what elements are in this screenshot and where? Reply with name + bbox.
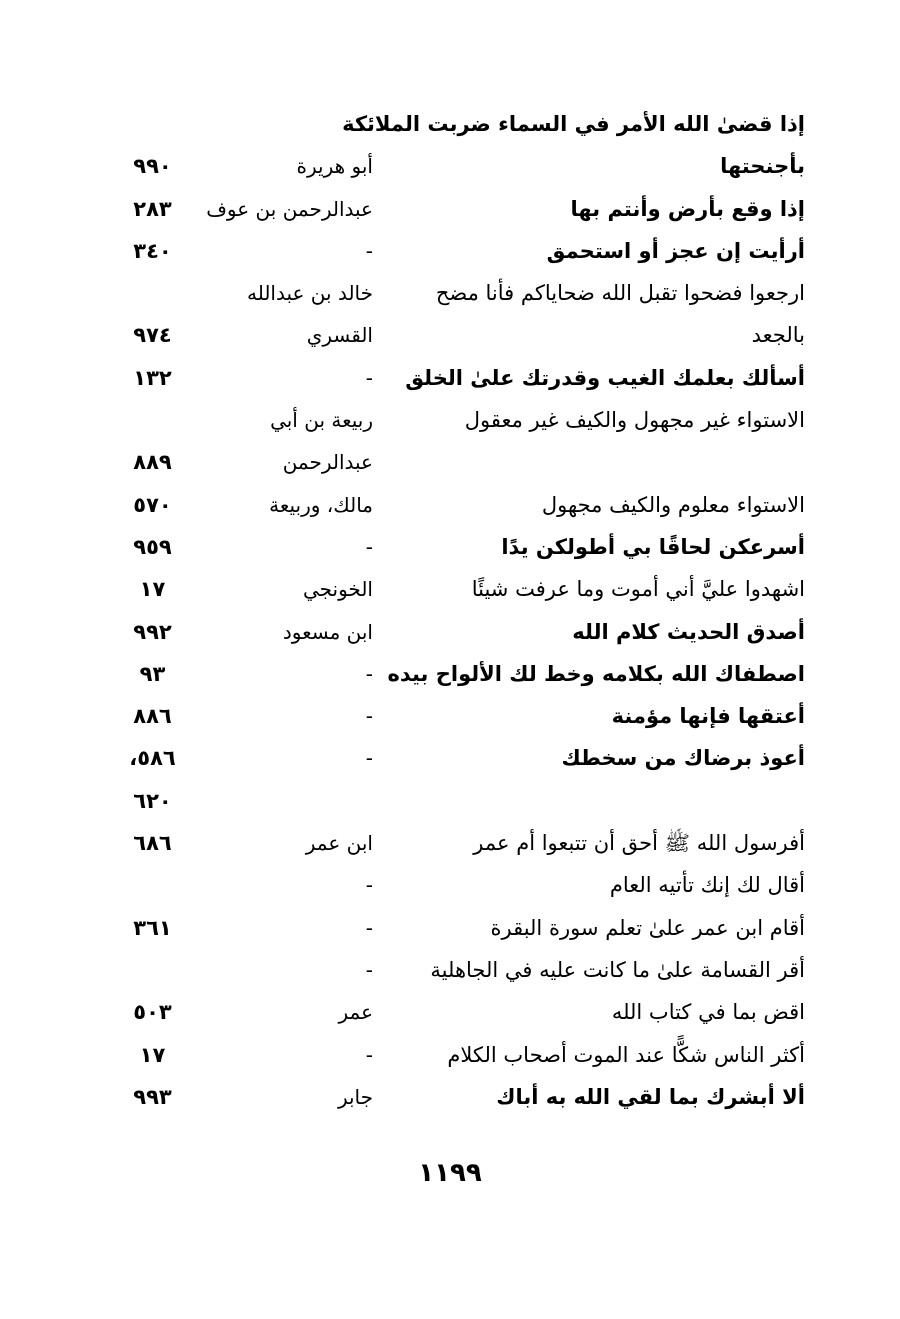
narrator: - (365, 746, 373, 771)
list-item (0, 653, 900, 695)
list-item (0, 145, 900, 187)
page-ref: ٩٩٣ (133, 1084, 172, 1109)
narrator: ابن عمر (305, 831, 373, 856)
list-item (0, 949, 900, 991)
list-item (0, 907, 900, 949)
list-item (0, 188, 900, 230)
hadith-text: أقام ابن عمر علىٰ تعلم سورة البقرة (490, 915, 805, 940)
list-item (0, 991, 900, 1033)
page-ref: ٥٠٣ (133, 1000, 172, 1025)
narrator: - (365, 661, 373, 686)
list-item (0, 230, 900, 272)
list-item (0, 103, 900, 145)
hadith-text: أفرسول الله ﷺ أحق أن تتبعوا أم عمر (473, 831, 805, 856)
list-item (0, 399, 900, 441)
page-ref: ٣٦١ (133, 915, 172, 940)
page-number: ١١٩٩ (418, 1158, 482, 1188)
hadith-text: الاستواء معلوم والكيف مجهول (541, 492, 805, 517)
hadith-text: ارجعوا فضحوا تقبل الله ضحاياكم فأنا مضح (435, 281, 805, 306)
narrator: عبدالرحمن (282, 450, 373, 475)
list-item (0, 611, 900, 653)
hadith-text: إذا قضىٰ الله الأمر في السماء ضربت الملائكة (342, 112, 805, 136)
page-ref: ٦٨٦ (133, 831, 172, 856)
hadith-text: اشهدوا عليَّ أني أموت وما عرفت شيئًا (471, 577, 805, 602)
hadith-text: أعتقها فإنها مؤمنة (611, 704, 805, 729)
hadith-text: ألا أبشرك بما لقي الله به أباك (496, 1084, 805, 1109)
list-item (0, 1076, 900, 1118)
hadith-text: أكثر الناس شكًّا عند الموت أصحاب الكلام (447, 1042, 805, 1067)
narrator: - (365, 957, 373, 982)
narrator: - (365, 534, 373, 559)
page-ref: ٩٥٩ (133, 534, 172, 559)
narrator: - (365, 365, 373, 390)
list-item (0, 780, 900, 822)
narrator: القسري (306, 323, 373, 348)
narrator: - (365, 238, 373, 263)
hadith-text: بالجعد (751, 323, 805, 348)
page-ref: ٩٧٤ (133, 323, 172, 348)
hadith-text: الاستواء غير مجهول والكيف غير معقول (464, 408, 805, 433)
page-ref: ٣٤٠ (133, 238, 172, 263)
hadith-text: بأجنحتها (720, 154, 805, 179)
hadith-text: أرأيت إن عجز أو استحمق (546, 238, 805, 263)
narrator: أبو هريرة (296, 154, 373, 179)
list-item (0, 314, 900, 356)
page-ref: ٩٩٢ (133, 619, 172, 644)
list-item (0, 484, 900, 526)
list-item (0, 272, 900, 314)
list-item (0, 822, 900, 864)
list-item (0, 526, 900, 568)
narrator: - (365, 1042, 373, 1067)
page-ref: ٥٨٦، (129, 746, 176, 771)
list-item (0, 737, 900, 779)
hadith-text: اصطفاك الله بكلامه وخط لك الألواح بيده (387, 661, 805, 686)
hadith-text: إذا وقع بأرض وأنتم بها (570, 196, 805, 221)
page-ref: ٦٢٠ (133, 788, 172, 813)
page-ref: ١٧ (139, 577, 166, 602)
list-item (0, 695, 900, 737)
page-ref: ٩٩٠ (133, 154, 172, 179)
hadith-text: أقال لك إنك تأتيه العام (609, 873, 805, 898)
hadith-index-list (0, 103, 900, 1118)
hadith-text: أصدق الحديث كلام الله (572, 619, 805, 644)
narrator: عبدالرحمن بن عوف (206, 196, 373, 221)
narrator: جابر (337, 1084, 373, 1109)
page-ref: ١٣٢ (133, 365, 172, 390)
page-ref: ١٧ (139, 1042, 166, 1067)
hadith-text: أعوذ برضاك من سخطك (561, 746, 805, 771)
page-ref: ٥٧٠ (133, 492, 172, 517)
narrator: ربيعة بن أبي (270, 408, 373, 433)
narrator: - (365, 704, 373, 729)
hadith-text: أقر القسامة علىٰ ما كانت عليه في الجاهلية (430, 957, 805, 982)
list-item (0, 568, 900, 610)
list-item (0, 441, 900, 483)
page-ref: ٨٨٩ (133, 450, 172, 475)
hadith-text: اقض بما في كتاب الله (611, 1000, 805, 1025)
page-ref: ٢٨٣ (133, 196, 172, 221)
list-item (0, 864, 900, 906)
page-ref: ٩٣ (139, 661, 166, 686)
narrator: - (365, 915, 373, 940)
narrator: عمر (338, 1000, 373, 1025)
hadith-text: أسرعكن لحاقًا بي أطولكن يدًا (501, 534, 805, 559)
narrator: خالد بن عبدالله (246, 281, 373, 306)
hadith-text: أسألك بعلمك الغيب وقدرتك علىٰ الخلق (405, 365, 805, 390)
narrator: ابن مسعود (282, 619, 373, 644)
narrator: - (365, 873, 373, 898)
narrator: مالك، وربيعة (269, 492, 373, 517)
page-ref: ٨٨٦ (133, 704, 172, 729)
narrator: الخونجي (302, 577, 373, 602)
list-item (0, 357, 900, 399)
list-item (0, 1034, 900, 1076)
